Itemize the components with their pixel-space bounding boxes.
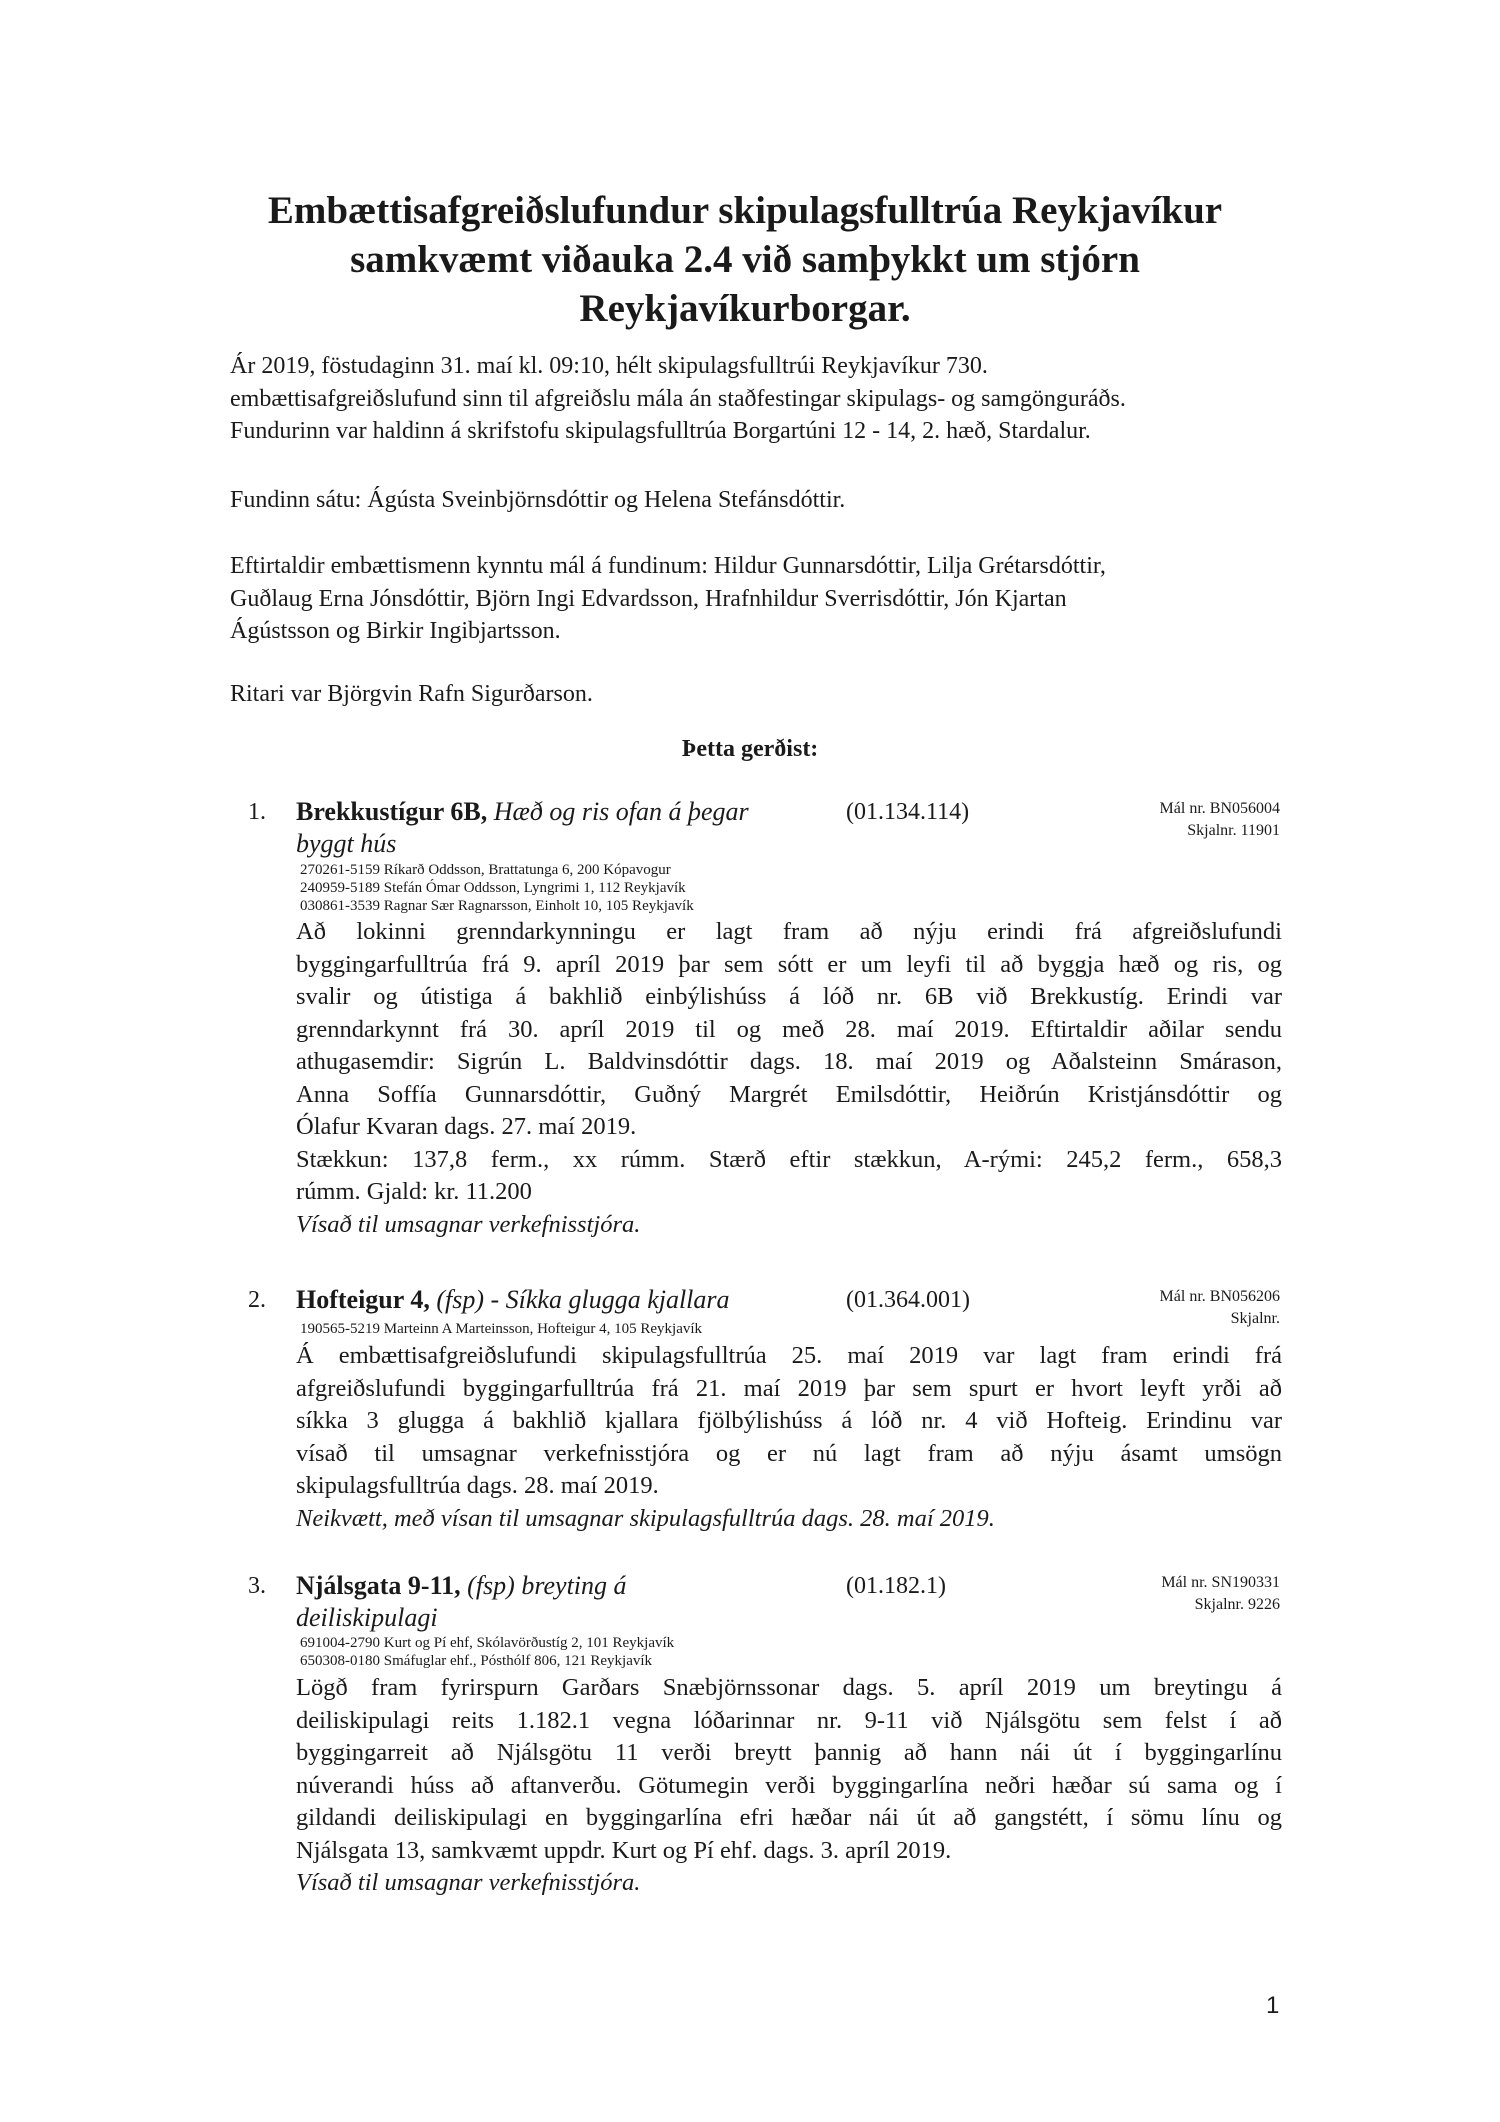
item-number: 1.: [248, 799, 266, 825]
party-line: 190565-5219 Marteinn A Marteinsson, Hofteigur 4, 105 Reykjavík: [300, 1321, 703, 1337]
item-subject: (fsp) - Síkka glugga kjallara: [429, 1285, 730, 1314]
attendees-paragraph: [230, 484, 1350, 517]
page-number: 1: [1266, 1992, 1280, 2019]
party-line: 240959-5189 Stefán Ómar Oddsson, Lyngrimi 1, 112 Reykjavík: [300, 880, 686, 896]
party-line: 270261-5159 Ríkarð Oddsson, Brattatunga 6, 200 Kópavogur: [300, 862, 671, 878]
attendees-line: Fundinn sátu: Ágústa Sveinbjörnsdóttir og Helena Stefánsdóttir.: [230, 487, 846, 513]
item-resolution: Neikvætt, með vísan til umsagnar skipulagsfulltrúa dags. 28. maí 2019.: [296, 1504, 995, 1532]
item-street: Hofteigur 4,: [296, 1285, 430, 1314]
body-line: athugasemdir: Sigrún L. Baldvinsdóttir dags. 18. maí 2019 og Aðalsteinn Smárason,: [296, 1048, 1282, 1075]
body-line: Stækkun: 137,8 ferm., xx rúmm. Stærð eftir stækkun, A-rými: 245,2 ferm., 658,3: [296, 1145, 1282, 1173]
section-heading: Þetta gerðist:: [681, 736, 819, 762]
body-line: vísað til umsagnar verkefnisstjóra og er nú lagt fram að nýju ásamt umsögn: [296, 1439, 1282, 1467]
file-number: Skjalnr. 9226: [1194, 1596, 1280, 1613]
body-line: byggingarreit að Njálsgötu 11 verði breytt þannig að hann nái út í byggingarlínu: [296, 1739, 1282, 1766]
item-subject: byggt hús: [296, 829, 397, 858]
secretary-paragraph: [230, 678, 1350, 711]
body-line: deiliskipulagi reits 1.182.1 vegna lóðarinnar nr. 9-11 við Njálsgötu sem felst í að: [296, 1706, 1282, 1734]
item-subject: Hæð og ris ofan á þegar: [487, 797, 749, 826]
item-resolution: Vísað til umsagnar verkefnisstjóra.: [296, 1869, 641, 1896]
officials-line: Eftirtaldir embættismenn kynntu mál á fundinum: Hildur Gunnarsdóttir, Lilja Grétarsdóttir,: [230, 553, 1106, 579]
item-land-code: (01.364.001): [846, 1287, 970, 1313]
item-street: Njálsgata 9-11,: [296, 1571, 461, 1600]
body-line: síkka 3 glugga á bakhlið kjallara fjölbýlishúss á lóð nr. 4 við Hofteig. Erindinu var: [296, 1407, 1282, 1434]
item-meta: [1060, 1572, 1280, 1616]
item-body: [296, 1672, 1282, 1900]
intro-paragraph: [230, 350, 1350, 448]
file-number: Skjalnr.: [1230, 1310, 1280, 1327]
item-heading: [296, 1570, 836, 1634]
intro-line: Fundurinn var haldinn á skrifstofu skipulagsfulltrúa Borgartúni 12 - 14, 2. hæð, Stardalur.: [230, 418, 1091, 444]
item-resolution: Vísað til umsagnar verkefnisstjóra.: [296, 1210, 641, 1238]
party-line: 691004-2790 Kurt og Pí ehf, Skólavörðustíg 2, 101 Reykjavík: [300, 1635, 675, 1651]
body-line: rúmm. Gjald: kr. 11.200: [296, 1178, 532, 1205]
officials-paragraph: [230, 550, 1350, 648]
item-parties: [300, 861, 694, 915]
title-line: Embættisafgreiðslufundur skipulagsfulltrúa Reykjavíkur: [267, 189, 1223, 232]
item-parties: [300, 1320, 702, 1338]
party-line: 030861-3539 Ragnar Sær Ragnarsson, Einholt 10, 105 Reykjavík: [300, 898, 694, 914]
body-line: gildandi deiliskipulagi en byggingarlína efri hæðar nái út að gangstétt, í sömu línu og: [296, 1804, 1282, 1831]
party-line: 650308-0180 Smáfuglar ehf., Pósthólf 806, 121 Reykjavík: [300, 1653, 653, 1669]
document-title: [160, 186, 1330, 333]
item-subject: deiliskipulagi: [296, 1603, 438, 1632]
item-number: 3.: [248, 1573, 266, 1599]
case-number: Mál nr. BN056004: [1159, 800, 1280, 817]
item-subject: (fsp) breyting á: [460, 1571, 627, 1600]
intro-line: embættisafgreiðslufund sinn til afgreiðslu mála án staðfestingar skipulags- og samgönguráðs.: [230, 385, 1126, 412]
officials-line: Ágústsson og Birkir Ingibjartsson.: [230, 618, 561, 644]
body-line: Ólafur Kvaran dags. 27. maí 2019.: [296, 1113, 637, 1140]
body-line: Njálsgata 13, samkvæmt uppdr. Kurt og Pí ehf. dags. 3. apríl 2019.: [296, 1836, 952, 1864]
item-meta: [1060, 1286, 1280, 1330]
file-number: Skjalnr. 11901: [1187, 822, 1280, 839]
body-line: Anna Soffía Gunnarsdóttir, Guðný Margrét Emilsdóttir, Heiðrún Kristjánsdóttir og: [296, 1080, 1282, 1108]
item-land-code: (01.134.114): [846, 799, 970, 825]
item-body: [296, 916, 1282, 1241]
item-parties: [300, 1634, 674, 1670]
item-heading: [296, 1284, 836, 1316]
title-line: samkvæmt viðauka 2.4 við samþykkt um stjórn: [350, 238, 1140, 281]
secretary-line: Ritari var Björgvin Rafn Sigurðarson.: [230, 681, 593, 707]
case-number: Mál nr. SN190331: [1161, 1574, 1280, 1591]
body-line: byggingarfulltrúa frá 9. apríl 2019 þar sem sótt er um leyfi til að byggja hæð og ris, og: [296, 950, 1282, 978]
item-heading: [296, 796, 836, 860]
item-body: [296, 1340, 1282, 1535]
body-line: Að lokinni grenndarkynningu er lagt fram að nýju erindi frá afgreiðslufundi: [296, 918, 1282, 945]
officials-line: Guðlaug Erna Jónsdóttir, Björn Ingi Edvardsson, Hrafnhildur Sverrisdóttir, Jón Kjartan: [230, 585, 1067, 612]
item-meta: [1060, 798, 1280, 842]
intro-line: Ár 2019, föstudaginn 31. maí kl. 09:10, hélt skipulagsfulltrúi Reykjavíkur 730.: [230, 353, 988, 379]
body-line: skipulagsfulltrúa dags. 28. maí 2019.: [296, 1472, 659, 1499]
item-land-code: (01.182.1): [846, 1573, 946, 1599]
body-line: Á embættisafgreiðslufundi skipulagsfulltrúa 25. maí 2019 var lagt fram erindi frá: [296, 1342, 1282, 1369]
body-line: svalir og útistiga á bakhlið einbýlishúss á lóð nr. 6B við Brekkustíg. Erindi var: [296, 983, 1282, 1010]
item-street: Brekkustígur 6B,: [296, 797, 488, 826]
title-line: Reykjavíkurborgar.: [579, 287, 911, 330]
body-line: afgreiðslufundi byggingarfulltrúa frá 21. maí 2019 þar sem spurt er hvort leyft yrði að: [296, 1374, 1282, 1402]
body-line: Lögð fram fyrirspurn Garðars Snæbjörnssonar dags. 5. apríl 2019 um breytingu á: [296, 1674, 1282, 1701]
item-number: 2.: [248, 1287, 266, 1313]
case-number: Mál nr. BN056206: [1159, 1288, 1280, 1305]
body-line: grenndarkynnt frá 30. apríl 2019 til og með 28. maí 2019. Eftirtaldir aðilar sendu: [296, 1015, 1282, 1043]
body-line: núverandi húss að aftanverðu. Götumegin verði byggingarlína neðri hæðar sú sama og í: [296, 1771, 1282, 1799]
